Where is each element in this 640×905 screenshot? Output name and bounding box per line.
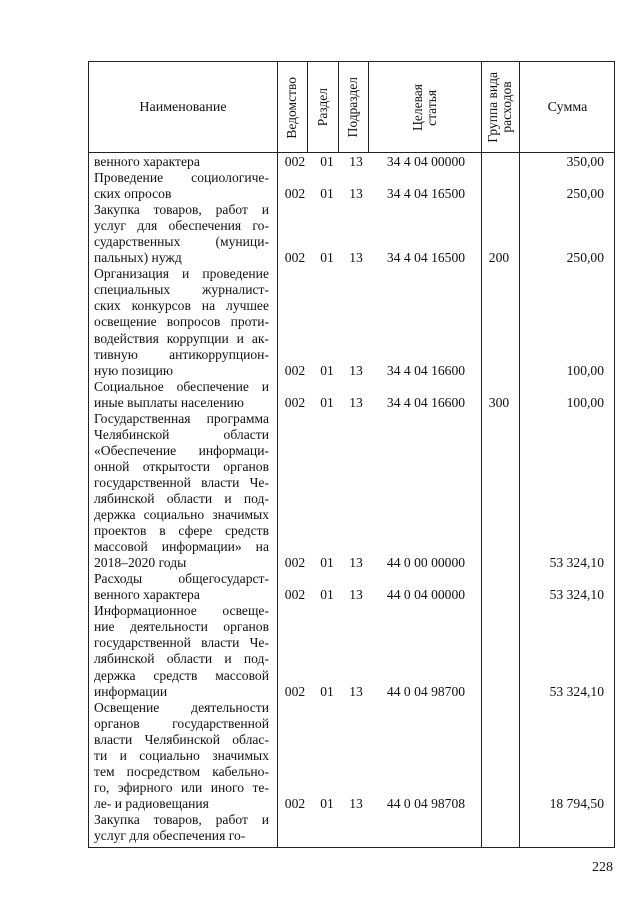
summa-cell: 250,00 bbox=[566, 250, 604, 266]
vedomstvo-cell: 002 bbox=[284, 154, 306, 169]
summa-cell: 53 324,10 bbox=[549, 587, 604, 603]
column-divider bbox=[368, 62, 369, 153]
header-celevaya-statya: Целевая статья bbox=[409, 84, 439, 131]
name-line: ских конкурсов на лучшее bbox=[94, 298, 269, 314]
name-line: Проведение социологиче- bbox=[94, 170, 269, 186]
celevaya-statya-cell: 44 0 04 00000 bbox=[386, 587, 466, 603]
name-line: венного характера bbox=[94, 587, 200, 603]
column-divider bbox=[277, 62, 278, 847]
name-line: Закупка товаров, работ и bbox=[94, 202, 269, 218]
name-line: го, эфирного или иного те- bbox=[94, 779, 269, 795]
name-line: онной открытости органов bbox=[94, 458, 269, 474]
podrazdel-cell: 13 bbox=[349, 186, 363, 202]
header-name: Наименование bbox=[139, 99, 227, 115]
name-line: ти и социально значимых bbox=[94, 747, 269, 763]
razdel-cell: 01 bbox=[320, 555, 334, 571]
name-line: «Обеспечение информаци- bbox=[94, 442, 269, 458]
name-line: проектов в сфере средств bbox=[94, 523, 269, 539]
name-line: 2018–2020 годы bbox=[94, 555, 187, 571]
vedomstvo-cell: 002 bbox=[284, 362, 306, 378]
header-vedomstvo: Ведомство bbox=[284, 76, 299, 139]
name-line: Челябинской области bbox=[94, 426, 269, 442]
celevaya-statya-cell: 34 4 04 16600 bbox=[386, 394, 466, 410]
vedomstvo-cell: 002 bbox=[284, 555, 306, 571]
summa-cell: 250,00 bbox=[566, 186, 604, 202]
razdel-cell: 01 bbox=[320, 154, 334, 169]
gruppa-cell: 300 bbox=[488, 394, 510, 410]
name-line: лябинской области и под- bbox=[94, 651, 269, 667]
summa-cell: 53 324,10 bbox=[549, 555, 604, 571]
name-line: венного характера bbox=[94, 154, 200, 169]
budget-table bbox=[88, 61, 615, 848]
header-razdel: Раздел bbox=[314, 88, 330, 127]
name-line: государственной власти Че- bbox=[94, 474, 269, 490]
header-summa: Сумма bbox=[547, 99, 588, 115]
name-line: специальных журналист- bbox=[94, 282, 269, 298]
name-line: ских опросов bbox=[94, 186, 172, 202]
name-line: лябинской области и под- bbox=[94, 490, 269, 506]
name-line: органов государственной bbox=[94, 715, 269, 731]
celevaya-statya-cell: 44 0 04 98708 bbox=[386, 796, 466, 811]
page-number: 228 bbox=[592, 860, 613, 875]
name-column bbox=[94, 154, 269, 844]
podrazdel-cell: 13 bbox=[349, 587, 363, 603]
name-line: государственной власти Че- bbox=[94, 635, 269, 651]
summa-cell: 53 324,10 bbox=[549, 683, 604, 699]
name-line: Освещение деятельности bbox=[94, 699, 269, 715]
name-line: иные выплаты населению bbox=[94, 394, 244, 410]
column-divider bbox=[307, 62, 308, 153]
name-line: ле- и радиовещания bbox=[94, 795, 209, 811]
column-divider bbox=[338, 62, 339, 153]
vedomstvo-cell: 002 bbox=[284, 796, 306, 811]
razdel-cell: 01 bbox=[320, 362, 334, 378]
podrazdel-cell: 13 bbox=[349, 683, 363, 699]
name-line: сударственных (муници- bbox=[94, 234, 269, 250]
name-line: Социальное обеспечение и bbox=[94, 378, 269, 394]
celevaya-statya-cell: 34 4 04 16500 bbox=[386, 250, 466, 266]
celevaya-statya-cell: 34 4 04 16500 bbox=[386, 186, 466, 202]
name-line: тивную антикоррупцион- bbox=[94, 346, 269, 362]
vedomstvo-cell: 002 bbox=[284, 250, 306, 266]
podrazdel-cell: 13 bbox=[349, 796, 363, 811]
razdel-cell: 01 bbox=[320, 250, 334, 266]
vedomstvo-cell: 002 bbox=[284, 186, 306, 202]
razdel-cell: 01 bbox=[320, 394, 334, 410]
name-line: пальных) нужд bbox=[94, 250, 182, 266]
name-line: Государственная программа bbox=[94, 410, 269, 426]
name-line: держка средств массовой bbox=[94, 667, 269, 683]
name-line: держка социально значимых bbox=[94, 507, 269, 523]
column-divider bbox=[481, 62, 482, 847]
name-line: Организация и проведение bbox=[94, 266, 269, 282]
summa-cell: 350,00 bbox=[566, 154, 604, 169]
vedomstvo-cell: 002 bbox=[284, 683, 306, 699]
celevaya-statya-cell: 44 0 00 00000 bbox=[386, 555, 466, 571]
celevaya-statya-cell: 44 0 04 98700 bbox=[386, 683, 466, 699]
table-header bbox=[89, 62, 614, 153]
razdel-cell: 01 bbox=[320, 186, 334, 202]
celevaya-statya-cell: 34 4 04 00000 bbox=[386, 154, 466, 169]
name-line: Расходы общегосударст- bbox=[94, 571, 269, 587]
header-podrazdel: Подраздел bbox=[345, 77, 360, 138]
name-line: водействия коррупции и ак- bbox=[94, 330, 269, 346]
summa-cell: 18 794,50 bbox=[549, 796, 604, 811]
name-line: Информационное освеще- bbox=[94, 603, 269, 619]
name-line: ную позицию bbox=[94, 362, 174, 378]
razdel-cell: 01 bbox=[320, 587, 334, 603]
razdel-cell: 01 bbox=[320, 796, 334, 811]
podrazdel-cell: 13 bbox=[349, 154, 363, 169]
name-line: услуг для обеспечения го- bbox=[94, 218, 269, 234]
header-gruppa-vida-raskhodov: Группа вида расходов bbox=[485, 72, 514, 143]
name-line: информации bbox=[94, 683, 168, 699]
summa-cell: 100,00 bbox=[566, 362, 604, 378]
podrazdel-cell: 13 bbox=[349, 362, 363, 378]
column-divider bbox=[519, 62, 520, 847]
vedomstvo-cell: 002 bbox=[284, 587, 306, 603]
name-line: власти Челябинской облас- bbox=[94, 731, 269, 747]
name-line: ние деятельности органов bbox=[94, 619, 269, 635]
podrazdel-cell: 13 bbox=[349, 250, 363, 266]
celevaya-statya-cell: 34 4 04 16600 bbox=[386, 362, 466, 378]
summa-cell: 100,00 bbox=[566, 394, 604, 410]
podrazdel-cell: 13 bbox=[349, 555, 363, 571]
gruppa-cell: 200 bbox=[488, 250, 510, 266]
razdel-cell: 01 bbox=[320, 683, 334, 699]
vedomstvo-cell: 002 bbox=[284, 394, 306, 410]
podrazdel-cell: 13 bbox=[349, 394, 363, 410]
name-line: тем посредством кабельно- bbox=[94, 763, 269, 779]
name-line: услуг для обеспечения го- bbox=[94, 827, 246, 843]
name-line: массовой информации» на bbox=[94, 539, 269, 555]
name-line: освещение вопросов проти- bbox=[94, 314, 269, 330]
name-line: Закупка товаров, работ и bbox=[94, 811, 269, 827]
